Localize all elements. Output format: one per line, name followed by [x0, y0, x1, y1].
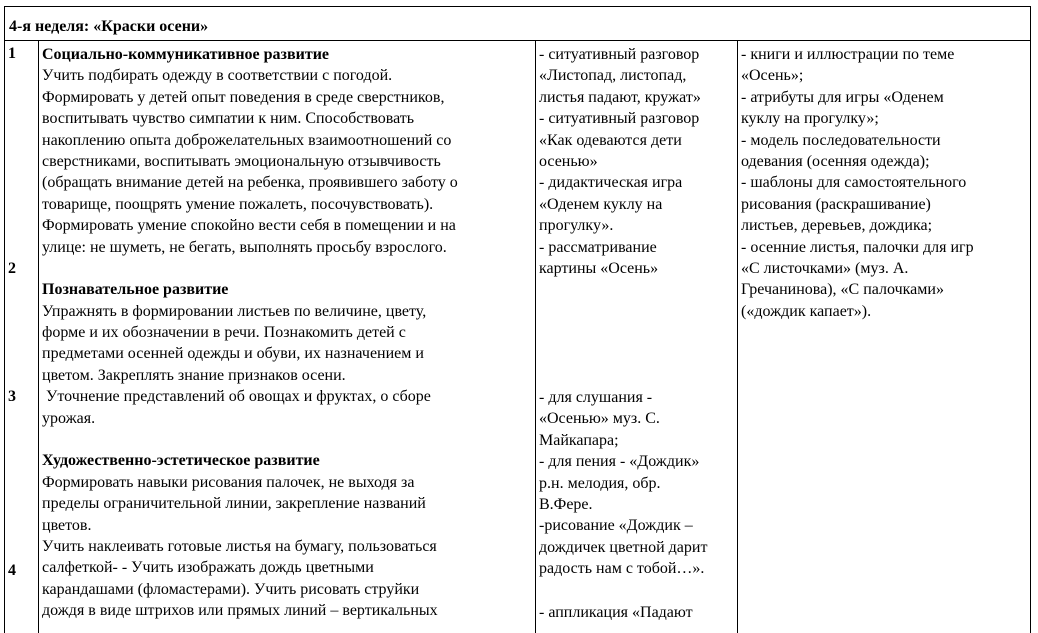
text-line: пределы ограничительной линии, закрепление названий: [42, 495, 426, 513]
blank-line: [42, 258, 458, 279]
title-row-divider: [4, 40, 1031, 41]
activity-line: Майкапара;: [539, 431, 619, 449]
activity-line: В.Фере.: [539, 495, 593, 513]
activity-line: осенью»: [539, 152, 598, 170]
activity-line: - рассматривание: [539, 238, 657, 256]
text-line: Учить подбирать одежду в соответствии с погодой.: [42, 67, 393, 85]
material-line: куклу на прогулку»;: [741, 110, 879, 128]
table-border-left: [4, 6, 5, 633]
section-heading-social: Социально-коммуникативное развитие: [42, 46, 330, 63]
development-areas-cell: [42, 44, 458, 622]
activities-cell-1: [539, 44, 701, 279]
activity-line: - аппликация «Падают: [539, 604, 693, 621]
activities-cell-3: [539, 602, 693, 623]
activity-line: - для слушания -: [539, 389, 653, 406]
material-line: («дождик капает»).: [741, 302, 872, 320]
text-line: карандашами (фломастерами). Учить рисовать струйки: [42, 580, 420, 598]
text-line: предметами осенней одежды и обуви, их назначением и: [42, 345, 424, 363]
row-number-1: 1: [8, 45, 16, 62]
text-line: Формировать у детей опыт поведения в среде сверстников,: [42, 88, 445, 106]
text-line: цветом. Закреплять знание признаков осени.: [42, 366, 346, 384]
column-divider-1: [38, 40, 39, 633]
text-line: цветов.: [42, 516, 92, 534]
activity-line: - ситуативный разговор: [539, 46, 700, 63]
text-line: салфеткой- - Учить изображать дождь цветными: [42, 559, 374, 577]
text-line: улице: не шуметь, не бегать, выполнять просьбу взрослого.: [42, 238, 447, 256]
row-number-3: 3: [8, 388, 16, 405]
activity-line: радость нам с тобой…».: [539, 560, 705, 578]
material-line: - шаблоны для самостоятельного: [741, 174, 967, 192]
activity-line: листья падают, кружат»: [539, 88, 701, 106]
text-line: товарище, поощрять умение пожалеть, посочувствовать).: [42, 195, 434, 213]
activity-line: р.н. мелодия, обр.: [539, 474, 661, 492]
table-border-right: [1030, 6, 1031, 633]
material-line: - книги и иллюстрации по теме: [741, 46, 955, 63]
text-line: форме и их обозначении в речи. Познакомить детей с: [42, 324, 406, 342]
activity-line: - ситуативный разговор: [539, 110, 700, 128]
section-heading-art: Художественно-эстетическое развитие: [42, 452, 320, 470]
material-line: рисования (раскрашивание): [741, 195, 931, 213]
text-line: Учить наклеивать готовые листья на бумагу, пользоваться: [42, 537, 437, 555]
text-line: урожая.: [42, 409, 96, 427]
row-number-2: 2: [8, 260, 16, 277]
week-title: 4-я неделя: «Краски осени»: [9, 18, 209, 35]
activity-line: «Осенью» муз. С.: [539, 410, 660, 428]
column-divider-2: [535, 40, 536, 633]
text-line: воспитывать чувство симпатии к ним. Способствовать: [42, 110, 415, 128]
activity-line: дождичек цветной дарит: [539, 538, 708, 556]
activities-cell-2: [539, 387, 707, 580]
activity-line: «Листопад, листопад,: [539, 67, 687, 85]
section-heading-cognitive: Познавательное развитие: [42, 281, 229, 299]
blank-line: [42, 429, 458, 450]
materials-cell: [741, 44, 974, 322]
activity-line: «Оденем куклу на: [539, 195, 663, 213]
text-line: сверстниками, воспитывать эмоциональную отзывчивость: [42, 152, 441, 170]
activity-line: -рисование «Дождик –: [539, 517, 693, 535]
activity-line: «Как одеваются дети: [539, 131, 682, 149]
text-line: дождя в виде штрихов или прямых линий – вертикальных: [42, 602, 438, 620]
material-line: - осенние листья, палочки для игр: [741, 238, 974, 256]
text-line: (обращать внимание детей на ребенка, проявившего заботу о: [42, 174, 458, 192]
material-line: «Осень»;: [741, 67, 804, 85]
material-line: - атрибуты для игры «Оденем: [741, 88, 944, 106]
activity-line: картины «Осень»: [539, 259, 659, 277]
table-border-top: [4, 6, 1031, 7]
material-line: одевания (осенняя одежда);: [741, 152, 930, 170]
text-line: Формировать навыки рисования палочек, не выходя за: [42, 473, 415, 491]
activity-line: прогулку».: [539, 217, 614, 235]
column-divider-3: [737, 40, 738, 633]
material-line: Гречанинова), «С палочками»: [741, 281, 944, 299]
activity-line: - дидактическая игра: [539, 174, 683, 192]
material-line: - модель последовательности: [741, 131, 941, 149]
text-line: Упражнять в формировании листьев по величине, цвету,: [42, 302, 427, 320]
row-number-4: 4: [8, 562, 16, 579]
text-line: накоплению опыта доброжелательных взаимоотношений со: [42, 131, 452, 149]
text-line: Формировать умение спокойно вести себя в помещении и на: [42, 217, 456, 235]
material-line: «С листочками» (муз. А.: [741, 259, 909, 277]
text-line: Уточнение представлений об овощах и фруктах, о сборе: [42, 388, 431, 406]
activity-line: - для пения - «Дождик»: [539, 453, 700, 471]
material-line: листьев, деревьев, дождика;: [741, 217, 933, 235]
